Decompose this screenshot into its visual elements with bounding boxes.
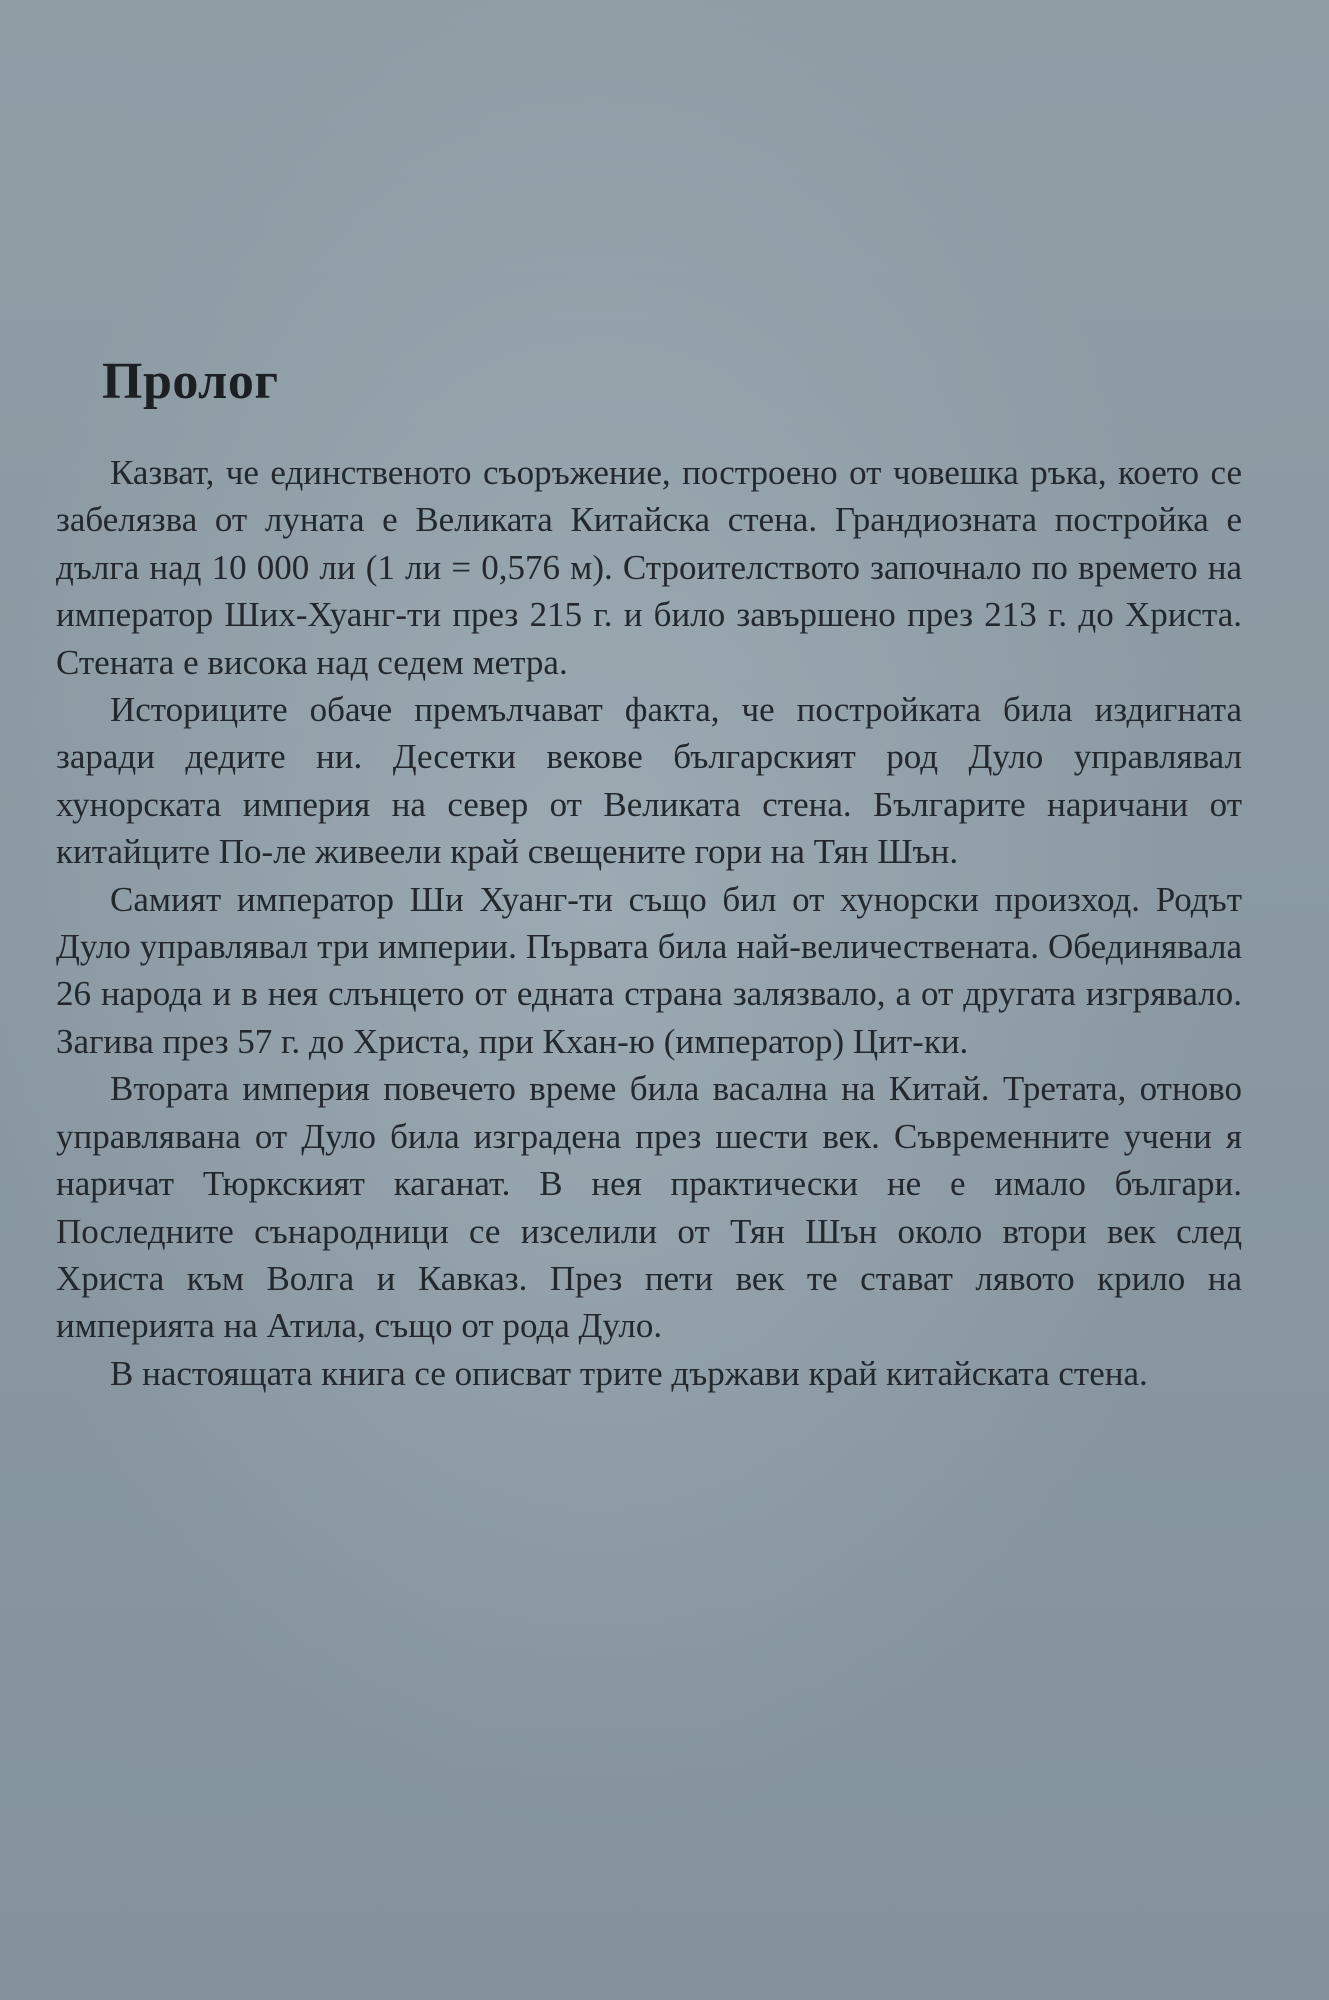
paragraph-5: В настоящата книга се описват трите държави край китайската стена. [110, 1353, 1148, 1393]
paragraph-2: Историците обаче премълчават факта, че постройката била издигната заради дедите ни. Десетки векове българският род Дуло управлявал хунорската империя на север от Великата стена. Българите наричани от китайците По-ле живеели край свещените гори на Тян Шън. [56, 690, 1242, 872]
chapter-title: Пролог [102, 353, 279, 410]
paragraph-1: Казват, че единственото съоръжение, построено от човешка ръка, което се забелязва от луната е Великата Китайска стена. Грандиозната постройка е дълга над 10 000 ли (1 ли = 0,576 м). Строителството започнало по времето на император Ших-Хуанг-ти през 215 г. и било завършено през 213 г. до Христа. Стената е висока над седем метра. [56, 453, 1242, 682]
chapter-body [56, 449, 1242, 1397]
paragraph-3: Самият император Ши Хуанг-ти също бил от хунорски произход. Родът Дуло управлявал три империи. Първата била най-величествената. Обединявала 26 народа и в нея слънцето от едната страна залязвало, а от другата изгрявало. Загива през 57 г. до Христа, при Кхан-ю (император) Цит-ки. [56, 879, 1242, 1061]
paragraph-4: Втората империя повечето време била васална на Китай. Третата, отново управлявана от Дуло била изградена през шести век. Съвременните учени я наричат Тюркският каганат. В нея практически не е имало българи. Последните сънародници се изселили от Тян Шън около втори век след Христа към Волга и Кавказ. През пети век те стават лявото крило на империята на Атила, също от рода Дуло. [56, 1069, 1242, 1346]
